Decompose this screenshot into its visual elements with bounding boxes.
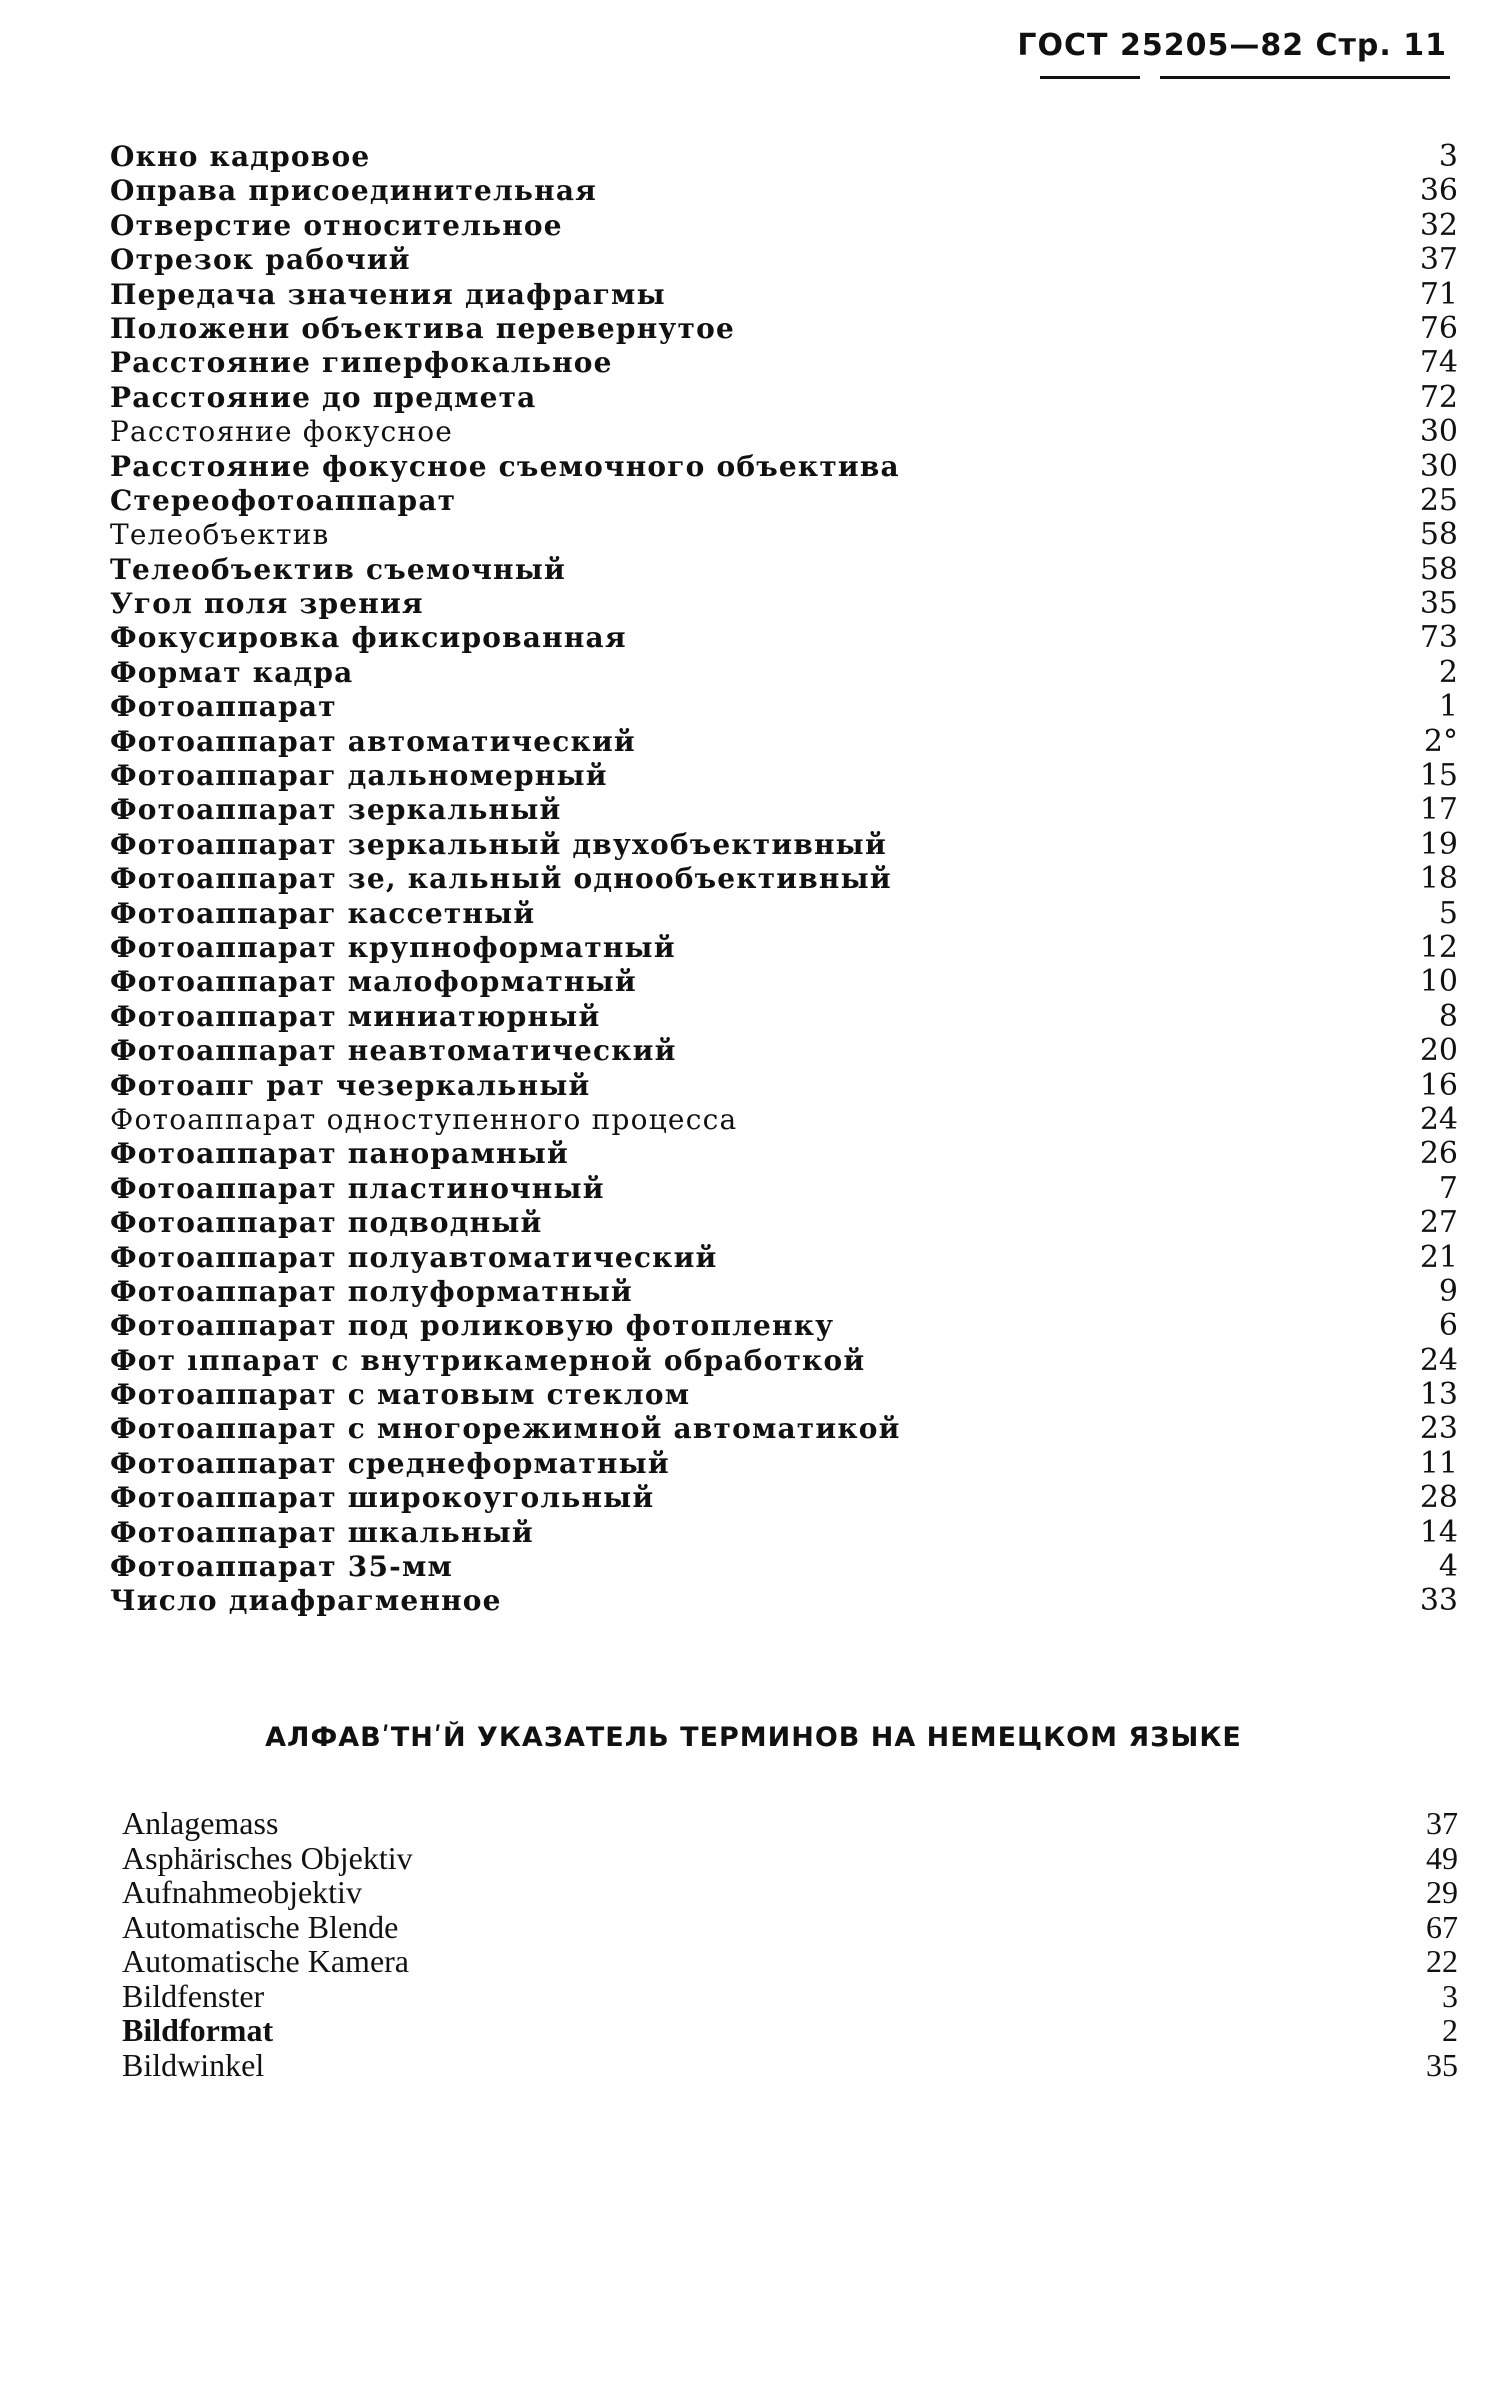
index-page: 35 xyxy=(1419,586,1458,622)
index-page: 58 xyxy=(1419,517,1458,553)
index-entry xyxy=(110,759,1460,793)
index-entry xyxy=(110,312,1460,346)
index-entry xyxy=(110,1550,1460,1584)
index-term: Фотоаппарат зеркальный xyxy=(110,793,562,827)
index-entry xyxy=(122,1841,1460,1876)
index-page: 10 xyxy=(1419,964,1458,1000)
index-page: 21 xyxy=(1419,1239,1458,1275)
index-page: 13 xyxy=(1419,1377,1458,1413)
index-term: Фотоаппарат с матовым стеклом xyxy=(110,1378,691,1412)
index-entry xyxy=(122,2013,1460,2048)
header-underline-right xyxy=(1160,76,1450,79)
index-page: 3 xyxy=(1442,1977,1458,2014)
index-term: Фотоаппарат неавтоматический xyxy=(110,1034,677,1068)
index-page: 24 xyxy=(1419,1101,1458,1137)
index-page: 11 xyxy=(1419,1445,1458,1481)
index-entry xyxy=(110,1206,1460,1240)
index-entry xyxy=(122,2048,1460,2083)
index-entry xyxy=(110,1241,1460,1275)
index-term: Aufnahmeobjektiv xyxy=(122,1874,362,1910)
index-term: Фотоаппарат малоформатный xyxy=(110,965,637,999)
index-entry xyxy=(110,518,1460,552)
index-term: Отверстие относительное xyxy=(110,208,563,242)
index-term: Окно кадровое xyxy=(110,140,371,173)
index-entry xyxy=(110,965,1460,999)
index-entry xyxy=(110,1378,1460,1412)
index-term: Фотоаппарат полуформатный xyxy=(110,1274,633,1308)
page-header: ГОСТ 25205—82 Стр. 11 xyxy=(1017,28,1447,63)
index-page: 29 xyxy=(1426,1874,1458,1910)
index-page: 18 xyxy=(1419,861,1458,897)
index-entry xyxy=(110,656,1460,690)
index-page: 7 xyxy=(1438,1170,1458,1206)
index-page: 72 xyxy=(1419,379,1458,415)
russian-term-index xyxy=(110,140,1460,1619)
index-page: 26 xyxy=(1419,1136,1458,1172)
index-term: Automatische Blende xyxy=(122,1908,399,1945)
index-page: 17 xyxy=(1419,792,1458,828)
index-page: 73 xyxy=(1419,620,1458,656)
index-term: Отрезок рабочий xyxy=(110,243,411,277)
index-entry xyxy=(110,1309,1460,1343)
index-entry xyxy=(110,140,1460,174)
index-page: 8 xyxy=(1438,998,1458,1034)
index-page: 9 xyxy=(1438,1273,1458,1309)
index-term: Фотоаппарат зе, кальный однообъективный xyxy=(110,862,892,896)
index-entry xyxy=(110,1000,1460,1034)
index-term: Формат кадра xyxy=(110,655,354,689)
index-term: Фотоаппарат широкоугольный xyxy=(110,1481,655,1515)
index-page: 33 xyxy=(1419,1583,1458,1619)
index-entry xyxy=(110,931,1460,965)
index-entry xyxy=(110,725,1460,759)
index-page: 2 xyxy=(1438,654,1458,690)
index-page: 49 xyxy=(1426,1839,1458,1876)
index-entry xyxy=(110,209,1460,243)
index-page: 71 xyxy=(1419,276,1458,312)
index-entry xyxy=(110,1481,1460,1515)
index-page: 36 xyxy=(1419,173,1458,209)
index-term: Фотоаппараг кассетный xyxy=(110,896,536,930)
index-page: 1 xyxy=(1438,689,1458,725)
index-term: Число диафрагменное xyxy=(110,1584,502,1618)
index-term: Телеобъектив съемочный xyxy=(110,552,566,586)
index-entry xyxy=(110,450,1460,484)
index-term: Передача значения диафрагмы xyxy=(110,277,666,311)
index-entry xyxy=(110,1172,1460,1206)
index-entry xyxy=(122,1944,1460,1979)
index-page: 67 xyxy=(1426,1908,1458,1945)
index-term: Угол поля зрения xyxy=(110,587,424,621)
index-entry xyxy=(110,346,1460,380)
index-term: Фотоаппарат с многорежимной автоматикой xyxy=(110,1412,901,1446)
index-entry xyxy=(110,553,1460,587)
index-term: Фотоаппарат панорамный xyxy=(110,1137,569,1171)
index-term: Фотоапг рат чезеркальный xyxy=(110,1068,591,1102)
index-page: 23 xyxy=(1419,1411,1458,1447)
index-page: 22 xyxy=(1426,1943,1458,1979)
index-entry xyxy=(122,1806,1460,1841)
german-term-index xyxy=(122,1806,1460,2082)
index-term: Asphärisches Objektiv xyxy=(122,1839,413,1876)
index-page: 4 xyxy=(1438,1549,1458,1585)
index-term: Фотоаппарат подводный xyxy=(110,1206,543,1240)
index-entry xyxy=(110,484,1460,518)
index-entry xyxy=(110,828,1460,862)
index-term: Расстояние гиперфокальное xyxy=(110,346,613,380)
index-term: Фотоаппарат одноступенного процесса xyxy=(110,1102,738,1136)
index-page: 25 xyxy=(1419,482,1458,518)
index-term: Фотоаппарат полуавтоматический xyxy=(110,1240,718,1274)
index-term: Оправа присоединительная xyxy=(110,174,598,208)
index-page: 28 xyxy=(1419,1480,1458,1516)
index-entry xyxy=(110,1034,1460,1068)
index-page: 37 xyxy=(1419,242,1458,278)
index-term: Automatische Kamera xyxy=(122,1943,409,1979)
index-entry xyxy=(110,1137,1460,1171)
index-term: Фокусировка фиксированная xyxy=(110,621,627,655)
index-term: Фотоаппараг дальномерный xyxy=(110,759,608,793)
index-entry xyxy=(110,415,1460,449)
index-page: 76 xyxy=(1419,310,1458,346)
index-term: Расстояние фокусное xyxy=(110,415,454,449)
index-term: Bildwinkel xyxy=(122,2046,265,2083)
index-page: 35 xyxy=(1426,2046,1458,2083)
index-entry xyxy=(110,1103,1460,1137)
index-term: Фотоаппарат миниатюрный xyxy=(110,999,601,1033)
index-entry xyxy=(110,1412,1460,1446)
index-page: 5 xyxy=(1438,895,1458,931)
index-term: Bildfenster xyxy=(122,1977,265,2014)
index-page: 20 xyxy=(1419,1033,1458,1069)
index-entry xyxy=(122,1910,1460,1945)
index-term: Фотоаппарат xyxy=(110,690,337,724)
index-page: 6 xyxy=(1438,1308,1458,1344)
index-page: 74 xyxy=(1419,345,1458,381)
index-term: Фотоаппарат 35-мм xyxy=(110,1550,453,1584)
index-term: Фотоаппарат шкальный xyxy=(110,1515,534,1549)
index-page: 2° xyxy=(1423,723,1458,759)
index-page: 12 xyxy=(1419,929,1458,965)
index-term: Фотоаппарат под роликовую фотопленку xyxy=(110,1309,835,1343)
index-page: 37 xyxy=(1426,1805,1458,1841)
index-entry xyxy=(110,1447,1460,1481)
index-page: 2 xyxy=(1442,2012,1458,2048)
index-term: Bildformat xyxy=(122,2012,274,2048)
index-entry xyxy=(110,1584,1460,1618)
index-term: Расстояние фокусное съемочного объектива xyxy=(110,449,900,483)
index-entry xyxy=(110,1275,1460,1309)
index-entry xyxy=(110,862,1460,896)
index-term: Фотоаппарат зеркальный двухобъективный xyxy=(110,827,887,861)
index-page: 32 xyxy=(1419,207,1458,243)
index-page: 14 xyxy=(1419,1514,1458,1550)
index-entry xyxy=(110,587,1460,621)
index-term: Положени объектива перевернутое xyxy=(110,311,735,345)
index-page: 16 xyxy=(1419,1067,1458,1103)
index-page: 30 xyxy=(1419,448,1458,484)
index-term: Фотоаппарат пластиночный xyxy=(110,1171,605,1205)
header-underline-left xyxy=(1040,76,1140,79)
index-page: 24 xyxy=(1419,1342,1458,1378)
index-term: Фот ıппарат с внутрикамерной обработкой xyxy=(110,1343,866,1377)
index-term: Расстояние до предмета xyxy=(110,380,537,414)
index-entry xyxy=(110,897,1460,931)
index-term: Фотоаппарат автоматический xyxy=(110,724,636,758)
index-page: 19 xyxy=(1419,826,1458,862)
index-term: Фотоаппарат крупноформатный xyxy=(110,930,676,964)
index-page: 27 xyxy=(1419,1205,1458,1241)
index-term: Anlagemass xyxy=(122,1805,279,1841)
index-term: Фотоаппарат среднеформатный xyxy=(110,1446,670,1480)
index-entry xyxy=(110,621,1460,655)
index-entry xyxy=(110,381,1460,415)
index-entry xyxy=(110,278,1460,312)
index-page: 3 xyxy=(1438,139,1458,174)
index-page: 58 xyxy=(1419,551,1458,587)
index-entry xyxy=(122,1875,1460,1910)
german-index-heading: АЛФАВʹТНʹЙ УКАЗАТЕЛЬ ТЕРМИНОВ НА НЕМЕЦКОМ ЯЗЫКЕ xyxy=(265,1722,1242,1753)
index-entry xyxy=(110,1516,1460,1550)
index-entry xyxy=(122,1979,1460,2014)
index-page: 15 xyxy=(1419,758,1458,794)
index-entry xyxy=(110,243,1460,277)
index-entry xyxy=(110,1069,1460,1103)
index-entry xyxy=(110,174,1460,208)
index-entry xyxy=(110,1344,1460,1378)
index-term: Телеобъектив xyxy=(110,518,330,552)
index-term: Стереофотоаппарат xyxy=(110,483,457,517)
index-entry xyxy=(110,690,1460,724)
index-entry xyxy=(110,793,1460,827)
index-page: 30 xyxy=(1419,414,1458,450)
